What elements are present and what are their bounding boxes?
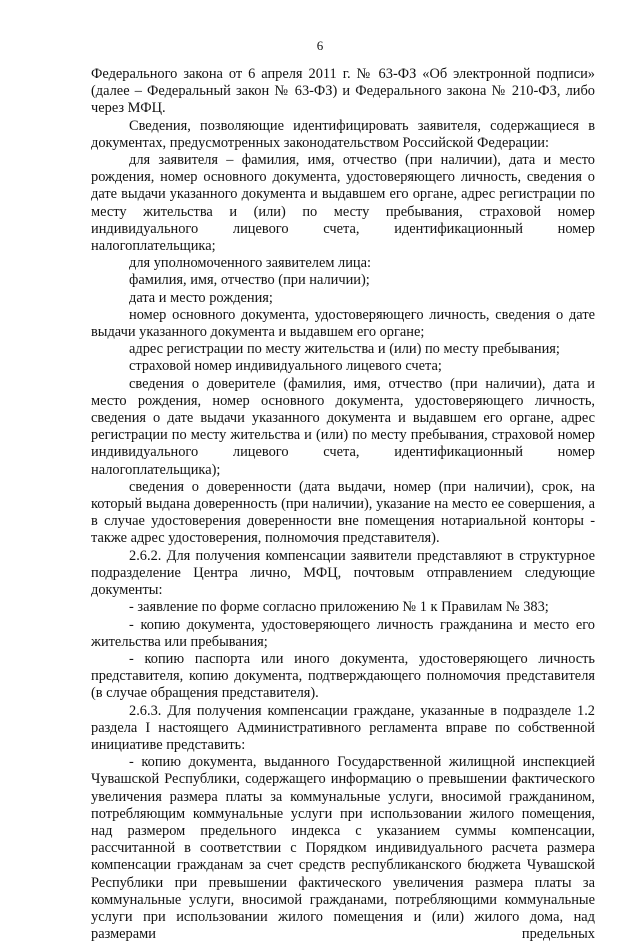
paragraph: для заявителя – фамилия, имя, отчество (при наличии), дата и место рождения, номер основного документа, удостоверяющего личность, сведения о дате выдачи указанного документа и выдавшем его органе, адрес регистрации по месту жительства и (или) по месту пребывания, страховой номер индивидуального лицевого счета, идентификационный номер налогоплательщика; <box>91 152 595 255</box>
paragraph: - копию паспорта или иного документа, удостоверяющего личность представителя, копию документа, подтверждающего полномочия представителя (в случае обращения представителя). <box>91 650 595 702</box>
paragraph: адрес регистрации по месту жительства и (или) по месту пребывания; <box>129 341 560 358</box>
paragraph: 2.6.2. Для получения компенсации заявители представляют в структурное подразделение Центра лично, МФЦ, почтовым отправлением следующие документы: <box>91 547 595 599</box>
paragraph: страховой номер индивидуального лицевого счета; <box>129 358 442 375</box>
paragraph: - копию документа, удостоверяющего личность гражданина и место его жительства или пребывания; <box>91 616 595 650</box>
paragraph: сведения о доверителе (фамилия, имя, отчество (при наличии), дата и место рождения, номер основного документа, удостоверяющего личность, сведения о дате выдачи указанного документа и выдавшем его органе, адрес регистрации по месту жительства и (или) по месту пребывания, страховой номер индивидуального лицевого счета, идентификационный номер налогоплательщика); <box>91 375 595 478</box>
paragraph: - заявление по форме согласно приложению № 1 к Правилам № 383; <box>129 599 549 616</box>
paragraph: для уполномоченного заявителем лица: <box>129 255 372 272</box>
paragraph: Сведения, позволяющие идентифицировать заявителя, содержащиеся в документах, предусмотренных законодательством Российской Федерации: <box>91 117 595 151</box>
paragraph: 2.6.3. Для получения компенсации граждане, указанные в подразделе 1.2 раздела I настоящего Административного регламента вправе по собственной инициативе представить: <box>91 702 595 753</box>
paragraph: сведения о доверенности (дата выдачи, номер (при наличии), срок, на который выдана доверенность (при наличии), указание на место ее совершения, а в случае удостоверения доверенности вне помещения нотариальной конторы - также адрес удостоверения, полномочия представителя). <box>91 478 595 547</box>
paragraph: номер основного документа, удостоверяющего личность, сведения о дате выдачи указанного документа и выдавшем его органе; <box>91 306 595 341</box>
page-number: 6 <box>316 38 324 53</box>
paragraph: дата и место рождения; <box>129 289 273 306</box>
paragraph: Федерального закона от 6 апреля 2011 г. № 63-ФЗ «Об электронной подписи» (далее – Федеральный закон № 63-ФЗ) и Федерального закона № 210-ФЗ, либо через МФЦ. <box>91 66 595 117</box>
paragraph: фамилия, имя, отчество (при наличии); <box>129 272 370 289</box>
paragraph: - копию документа, выданного Государственной жилищной инспекцией Чувашской Республики, содержащего информацию о превышении фактического увеличения размера платы за коммунальные услуги, вносимой гражданином, потребляющим коммунальные услуги при использовании жилого помещения, над размером предельного индекса с указанием суммы компенсации, рассчитанной в соответствии с Порядком индивидуального расчета размера компенсации гражданам за счет средств республиканского бюджета Чувашской Республики при превышении фактического увеличения размера платы за коммунальные услуги, вносимой гражданами, потребляющими коммунальные услуги при использовании жилого помещения и (или) жилого дома, над размерами предельных <box>91 754 595 943</box>
document-body <box>91 66 595 943</box>
